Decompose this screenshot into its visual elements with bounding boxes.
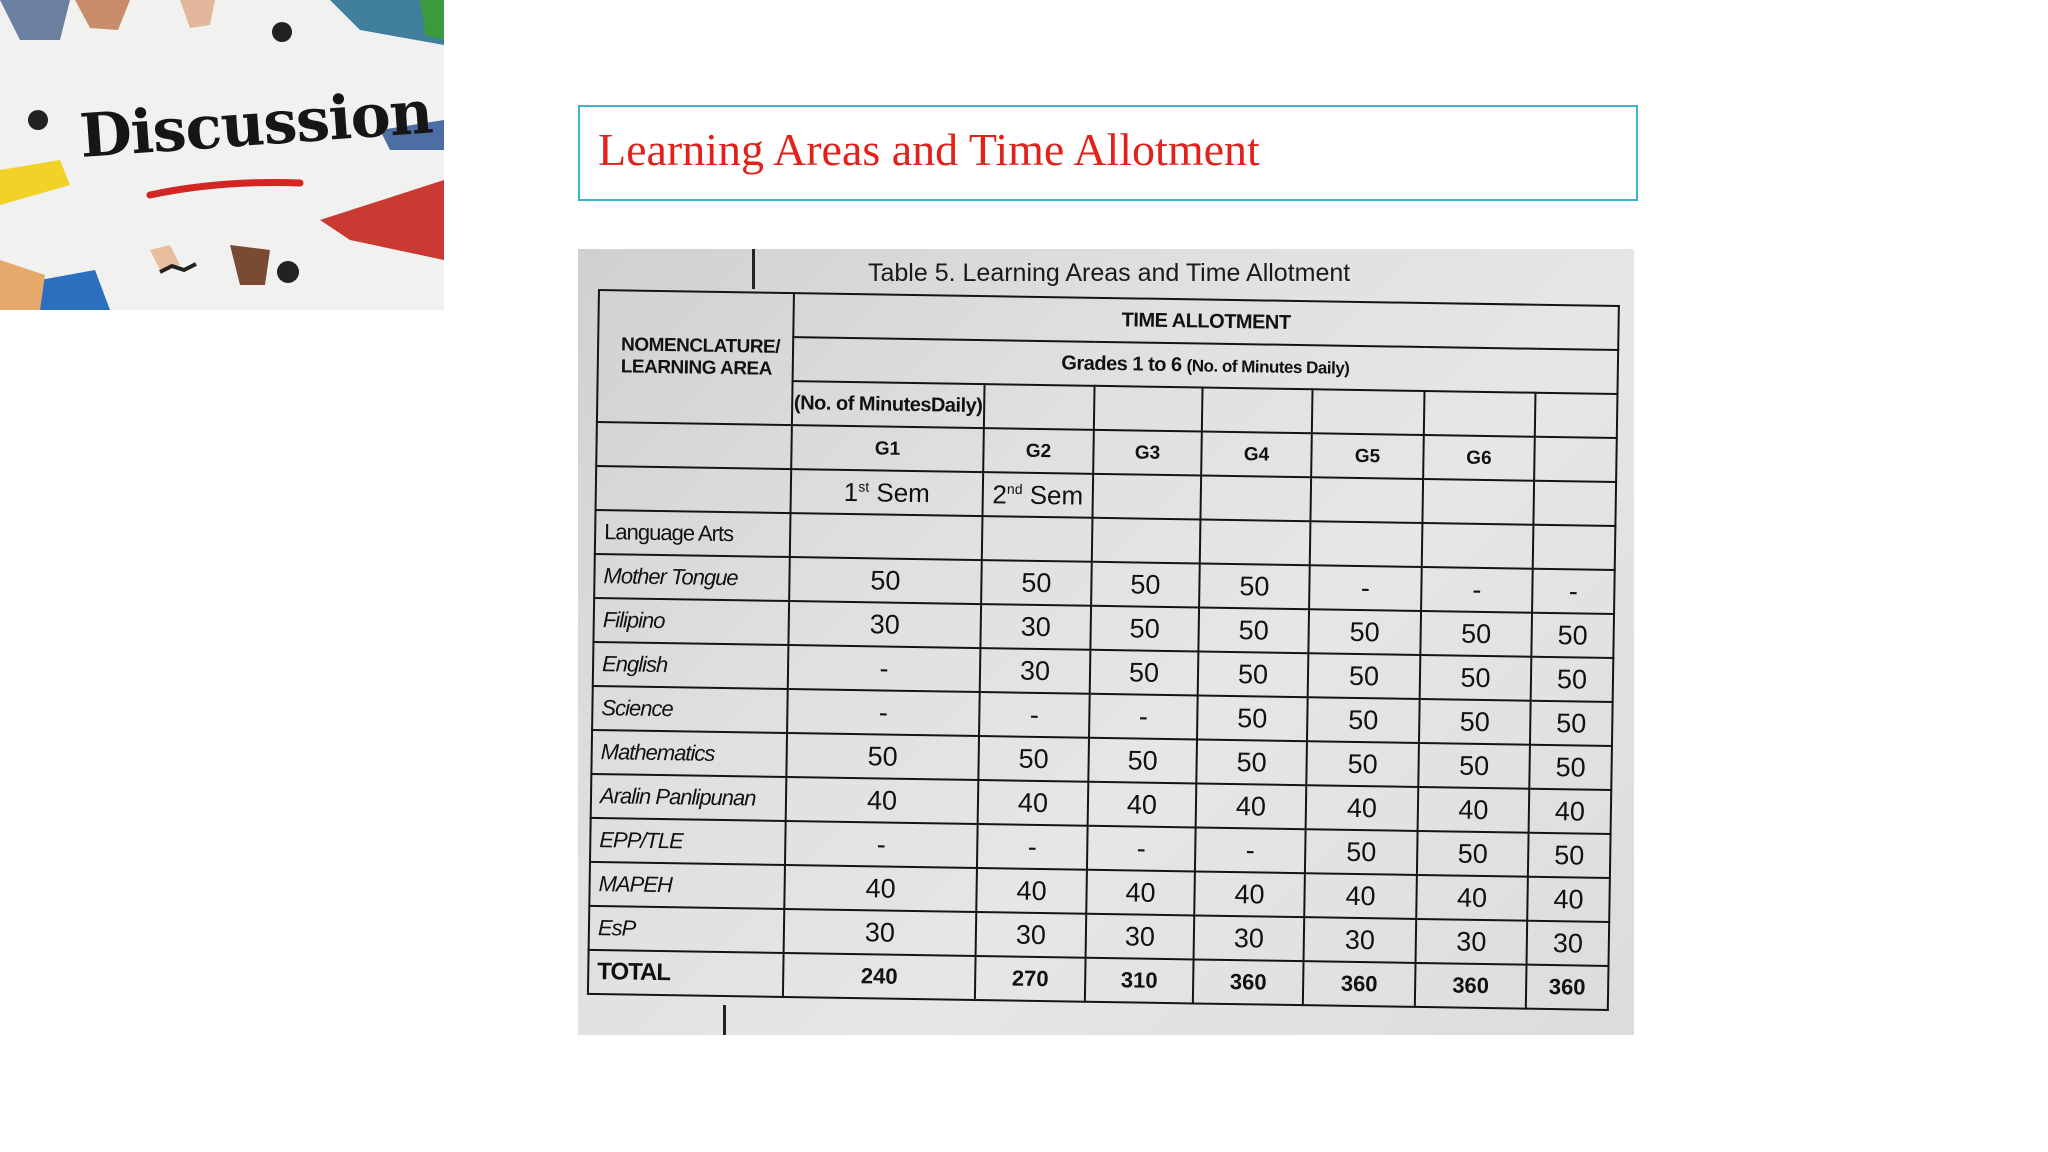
minutes-cell: 30 <box>1527 921 1610 966</box>
learning-area-label: English <box>593 642 789 689</box>
empty-cell <box>1312 389 1425 435</box>
total-cell: 240 <box>783 953 976 1000</box>
grades-header-note: (No. of Minutes Daily) <box>1186 356 1350 378</box>
minutes-cell: 50 <box>1091 562 1200 608</box>
grade-header: G4 <box>1201 432 1312 478</box>
grade-header: G5 <box>1311 433 1424 479</box>
empty-cell <box>1092 518 1201 564</box>
minutes-cell: 30 <box>976 912 1087 958</box>
minutes-cell: - <box>787 689 980 736</box>
minutes-cell: 50 <box>1531 657 1614 702</box>
minutes-cell: 50 <box>1198 607 1309 653</box>
minutes-cell: 30 <box>1416 919 1528 965</box>
learning-area-label: Science <box>592 686 788 733</box>
sem-text: Sem <box>868 477 931 509</box>
empty-cell <box>1200 475 1311 521</box>
minutes-cell: 50 <box>1420 655 1532 701</box>
minutes-cell: 30 <box>1194 915 1305 961</box>
empty-cell <box>1310 521 1423 567</box>
minutes-cell: 30 <box>1304 917 1417 963</box>
sem-number: 2 <box>992 479 1008 510</box>
empty-cell <box>1310 477 1423 523</box>
sem-number: 1 <box>843 476 859 508</box>
minutes-cell: 50 <box>789 557 982 604</box>
empty-cell <box>1535 393 1618 438</box>
learning-area-label: MAPEH <box>589 862 785 909</box>
minutes-cell: 50 <box>786 733 979 780</box>
minutes-cell: 40 <box>1306 785 1419 831</box>
learning-area-label: Mathematics <box>591 730 787 777</box>
minutes-cell: 30 <box>1086 914 1195 960</box>
total-label: TOTAL <box>588 950 784 997</box>
total-cell: 310 <box>1085 958 1194 1004</box>
time-allotment-header: TIME ALLOTMENT <box>793 293 1619 350</box>
sem-suffix: st <box>858 478 870 495</box>
minutes-cell: - <box>1087 826 1196 872</box>
sem-label-g1 <box>791 469 984 516</box>
minutes-cell: 40 <box>784 865 977 912</box>
learning-area-label: Mother Tongue <box>594 554 790 601</box>
minutes-cell: 50 <box>1090 650 1199 696</box>
grade-header: G2 <box>983 428 1094 474</box>
minutes-cell: 50 <box>981 560 1092 606</box>
minutes-cell: 50 <box>978 736 1089 782</box>
minutes-cell: 50 <box>1417 831 1529 877</box>
learning-area-label: EPP/TLE <box>590 818 786 865</box>
table-photo <box>578 249 1634 1035</box>
empty-cell <box>1424 391 1536 437</box>
grades-header-label: Grades 1 to 6 <box>1061 352 1182 377</box>
minutes-cell: - <box>979 692 1090 738</box>
empty-cell <box>790 513 983 560</box>
slide-title: Learning Areas and Time Allotment <box>598 124 1260 175</box>
empty-cell <box>596 422 792 469</box>
minutes-cell: 50 <box>1529 745 1612 790</box>
empty-cell <box>1422 479 1534 525</box>
minutes-cell: - <box>1309 565 1422 611</box>
empty-cell <box>596 466 792 513</box>
minutes-cell: - <box>788 645 981 692</box>
minutes-daily-label: (No. of MinutesDaily) <box>792 381 985 428</box>
minutes-cell: - <box>1195 827 1306 873</box>
minutes-cell: 30 <box>784 909 977 956</box>
empty-cell <box>984 384 1095 430</box>
minutes-cell: 40 <box>1304 873 1417 919</box>
minutes-cell: 50 <box>1531 613 1614 658</box>
empty-cell <box>1202 388 1313 434</box>
table-caption: Table 5. Learning Areas and Time Allotment <box>868 259 1351 287</box>
minutes-cell: 50 <box>1305 829 1418 875</box>
empty-cell <box>1094 386 1203 432</box>
minutes-cell: 30 <box>980 604 1091 650</box>
learning-area-label: Aralin Panlipunan <box>591 774 787 821</box>
minutes-cell: 40 <box>1527 877 1610 922</box>
minutes-cell: 40 <box>1194 871 1305 917</box>
minutes-cell: 50 <box>1196 739 1307 785</box>
grade-header: G1 <box>791 425 984 472</box>
table-header-row <box>598 290 1619 350</box>
table-body <box>588 554 1615 1010</box>
grade-header: G3 <box>1093 430 1202 476</box>
minutes-cell: 50 <box>1528 833 1611 878</box>
empty-cell <box>1200 519 1311 565</box>
minutes-cell: 40 <box>1086 870 1195 916</box>
minutes-cell: 30 <box>788 601 981 648</box>
empty-cell <box>1533 481 1616 526</box>
minutes-cell: 40 <box>1418 787 1530 833</box>
sem-label-g2 <box>982 472 1093 518</box>
minutes-cell: - <box>977 824 1088 870</box>
empty-cell <box>982 516 1093 562</box>
minutes-cell: - <box>1421 567 1533 613</box>
nomenclature-header-text: NOMENCLATURE/ LEARNING AREA <box>620 334 781 380</box>
minutes-cell: 30 <box>980 648 1091 694</box>
minutes-cell: 50 <box>1420 611 1532 657</box>
minutes-cell: - <box>785 821 978 868</box>
nomenclature-header <box>597 290 794 425</box>
minutes-cell: 40 <box>786 777 979 824</box>
learning-area-label: Filipino <box>593 598 789 645</box>
minutes-cell: 40 <box>1088 782 1197 828</box>
learning-area-label: EsP <box>589 906 785 953</box>
discussion-word: Discussion <box>77 77 435 172</box>
total-cell: 270 <box>975 956 1086 1002</box>
discussion-image <box>0 0 444 310</box>
sem-text: Sem <box>1022 479 1084 511</box>
total-cell: 360 <box>1303 961 1416 1007</box>
minutes-cell: 50 <box>1308 609 1421 655</box>
minutes-cell: 50 <box>1306 741 1419 787</box>
minutes-cell: 50 <box>1090 606 1199 652</box>
minutes-cell: 40 <box>1416 875 1528 921</box>
minutes-cell: 50 <box>1307 697 1420 743</box>
grade-header: G6 <box>1423 435 1535 481</box>
minutes-cell: 40 <box>1529 789 1612 834</box>
minutes-cell: 40 <box>978 780 1089 826</box>
minutes-cell: 50 <box>1198 651 1309 697</box>
empty-cell <box>1422 523 1534 569</box>
slide-title-box <box>578 105 1638 201</box>
minutes-cell: 40 <box>1196 783 1307 829</box>
total-cell: 360 <box>1193 959 1304 1005</box>
time-allotment-table <box>587 289 1620 1011</box>
minutes-cell: 50 <box>1418 743 1530 789</box>
total-cell: 360 <box>1526 965 1609 1010</box>
empty-cell <box>1533 525 1616 570</box>
minutes-cell: 50 <box>1197 695 1308 741</box>
grade-header <box>1534 437 1617 482</box>
minutes-cell: 40 <box>976 868 1087 914</box>
minutes-cell: 50 <box>1308 653 1421 699</box>
time-allotment-table-wrapper <box>587 289 1618 1011</box>
minutes-cell: 50 <box>1530 701 1613 746</box>
minutes-cell: - <box>1532 569 1615 614</box>
minutes-cell: 50 <box>1088 738 1197 784</box>
total-cell: 360 <box>1415 963 1527 1009</box>
section-label: Language Arts <box>595 510 791 557</box>
book-edge-line <box>752 249 755 289</box>
sem-suffix: nd <box>1006 480 1023 498</box>
minutes-cell: - <box>1089 694 1198 740</box>
empty-cell <box>1092 474 1201 520</box>
minutes-cell: 50 <box>1199 563 1310 609</box>
minutes-cell: 50 <box>1419 699 1531 745</box>
book-edge-line <box>723 1005 726 1035</box>
